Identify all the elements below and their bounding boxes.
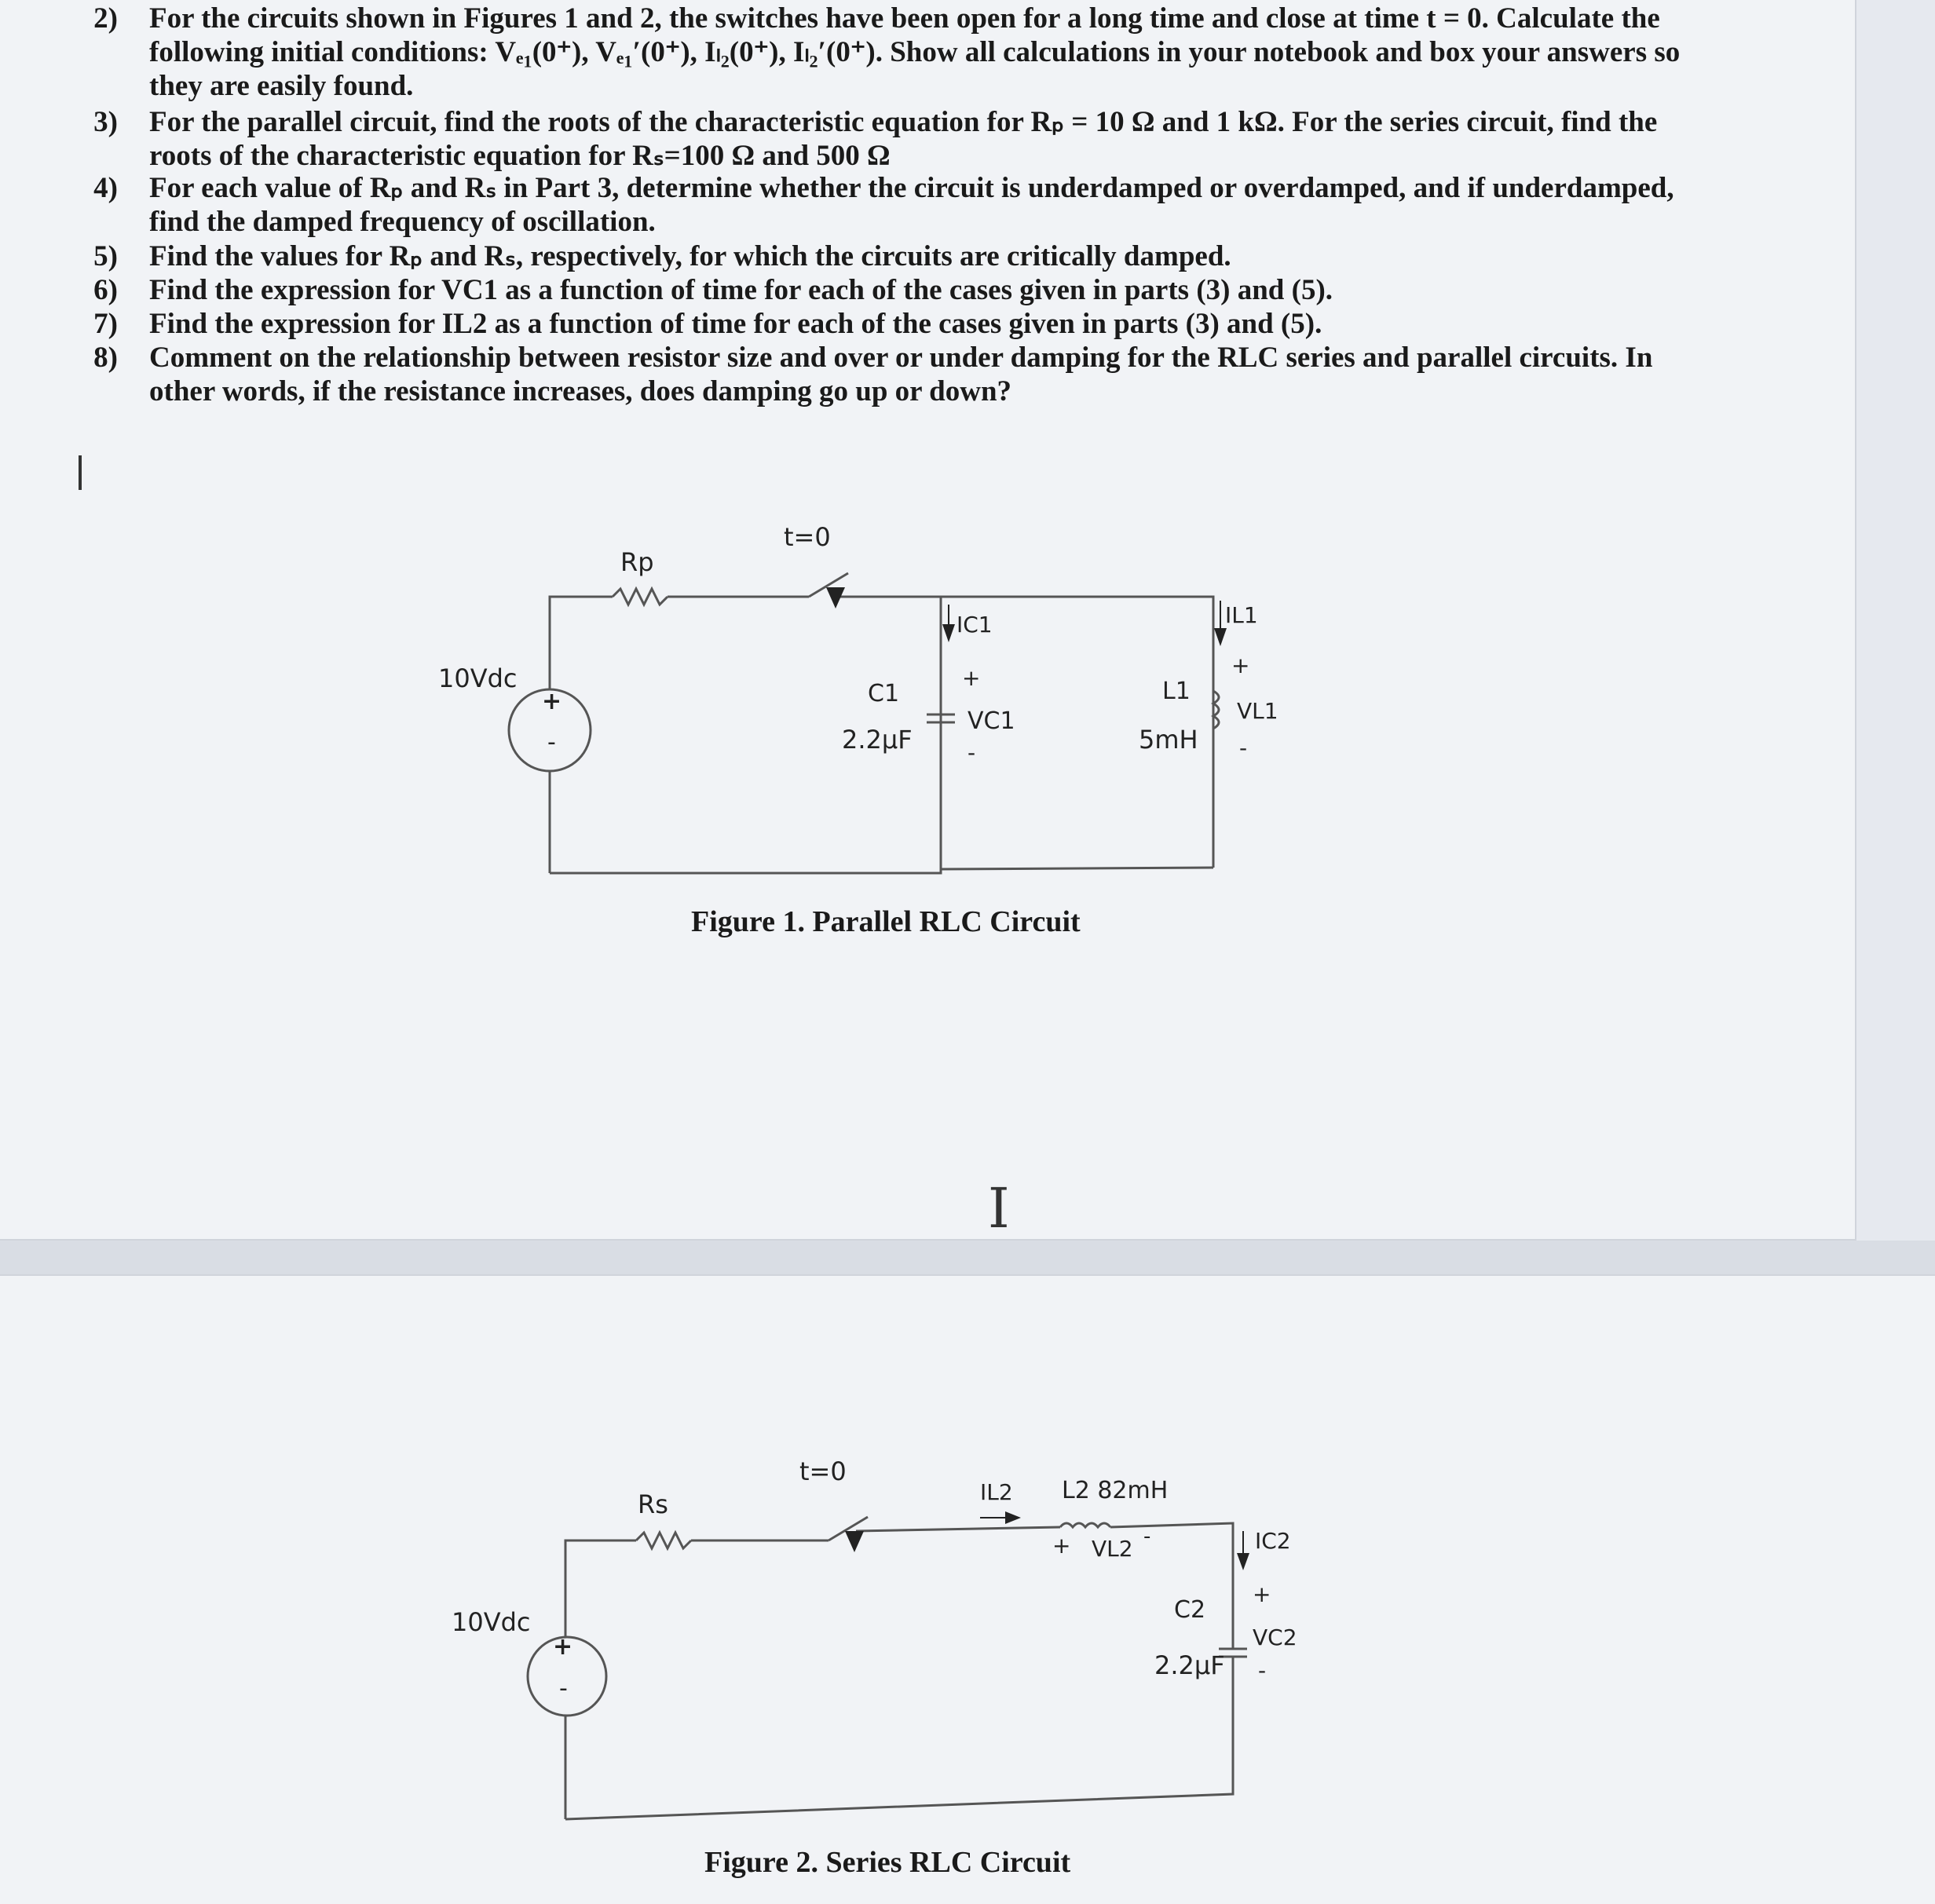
ind-value-label: 5mH	[1139, 725, 1198, 755]
question-number: 6)	[93, 274, 118, 306]
question-number: 3)	[93, 106, 118, 138]
figure2-caption: Figure 2. Series RLC Circuit	[704, 1846, 1071, 1879]
question-text: Find the expression for VC1 as a function of time for each of the cases given in parts (3) and (5).	[149, 274, 1333, 306]
question-number: 4)	[93, 172, 118, 204]
question-text: For each value of Rₚ and Rₛ in Part 3, determine whether the circuit is underdamped or overdamped, and if underdamped, find the damped frequency of oscillation.	[149, 172, 1674, 238]
ind-minus: -	[1143, 1525, 1151, 1548]
page-gap	[0, 1241, 1935, 1276]
source-minus: -	[547, 729, 556, 756]
question-number: 8)	[93, 342, 118, 374]
cap-value-label: 2.2µF	[842, 725, 913, 755]
ind-minus: -	[1239, 735, 1248, 761]
source-label: 10Vdc	[438, 663, 518, 693]
question-text: Find the values for Rₚ and Rₛ, respectively, for which the circuits are critically damped.	[149, 240, 1231, 272]
cap-name-label: C1	[868, 680, 900, 707]
cap-minus: -	[968, 740, 976, 766]
question-text: For the circuits shown in Figures 1 and 2, the switches have been open for a long time and close at time t = 0. Calculate the following initial conditions: Vₑ₁(0⁺), Vₑ₁′(0⁺), Iₗ₂(0⁺), Iₗ₂′(0⁺). Show all calculations in your notebook and box your answers so they are easily found.	[149, 2, 1681, 102]
question-number: 7)	[93, 308, 118, 340]
switch-label: t=0	[784, 522, 831, 552]
cap-minus: -	[1258, 1657, 1267, 1683]
source-plus: +	[542, 688, 562, 715]
cap-plus: +	[962, 665, 981, 691]
cap-name-label: C2	[1174, 1596, 1206, 1624]
cap-current-label: IC2	[1255, 1528, 1291, 1554]
ind-voltage-label: VL1	[1237, 698, 1278, 724]
resistor-rp	[613, 589, 668, 605]
ind-current-label: IL2	[980, 1479, 1013, 1505]
ind-plus: +	[1052, 1533, 1071, 1559]
switch-arrow-icon	[845, 1531, 864, 1552]
question-text: For the parallel circuit, find the roots of the characteristic equation for Rₚ = 10 Ω and 1 kΩ. For the series circuit, find the roots of the characteristic equation for Rₛ=100 Ω and 500 Ω	[149, 106, 1658, 172]
ind-name-label: L1	[1162, 678, 1191, 705]
ibeam-cursor-icon: I	[988, 1176, 1010, 1241]
switch-label: t=0	[799, 1456, 847, 1486]
wire	[856, 1527, 1060, 1531]
question-text: Find the expression for IL2 as a function of time for each of the cases given in parts (3) and (5).	[149, 308, 1322, 340]
wire	[550, 868, 1213, 873]
figure2-schematic	[0, 1335, 1935, 1904]
cap-plus: +	[1253, 1581, 1271, 1607]
inductor-l2	[1060, 1523, 1110, 1527]
current-arrow-icon	[1005, 1511, 1021, 1524]
question-text: Comment on the relationship between resistor size and over or under damping for the RLC series and parallel circuits. In other words, if the resistance increases, does damping go up or down?	[149, 342, 1653, 407]
wire	[565, 1657, 1233, 1819]
resistor-label: Rp	[620, 547, 654, 577]
source-minus: -	[559, 1675, 568, 1702]
cap-current-label: IC1	[957, 612, 993, 638]
cap-voltage-label: VC2	[1253, 1624, 1297, 1650]
cap-value-label: 2.2µF	[1154, 1650, 1225, 1680]
ind-voltage-label: VL2	[1092, 1536, 1133, 1562]
ind-plus: +	[1231, 652, 1250, 678]
question-number: 2)	[93, 2, 118, 35]
cap-voltage-label: VC1	[968, 707, 1015, 735]
source-label: 10Vdc	[452, 1607, 531, 1637]
source-plus: +	[553, 1633, 573, 1661]
figure1-caption: Figure 1. Parallel RLC Circuit	[691, 905, 1081, 938]
resistor-label: Rs	[638, 1489, 668, 1519]
figure1-schematic	[0, 0, 1935, 942]
question-number: 5)	[93, 240, 118, 272]
ind-label: L2 82mH	[1062, 1477, 1169, 1504]
resistor-rs	[636, 1533, 691, 1548]
ind-current-label: IL1	[1225, 602, 1258, 628]
